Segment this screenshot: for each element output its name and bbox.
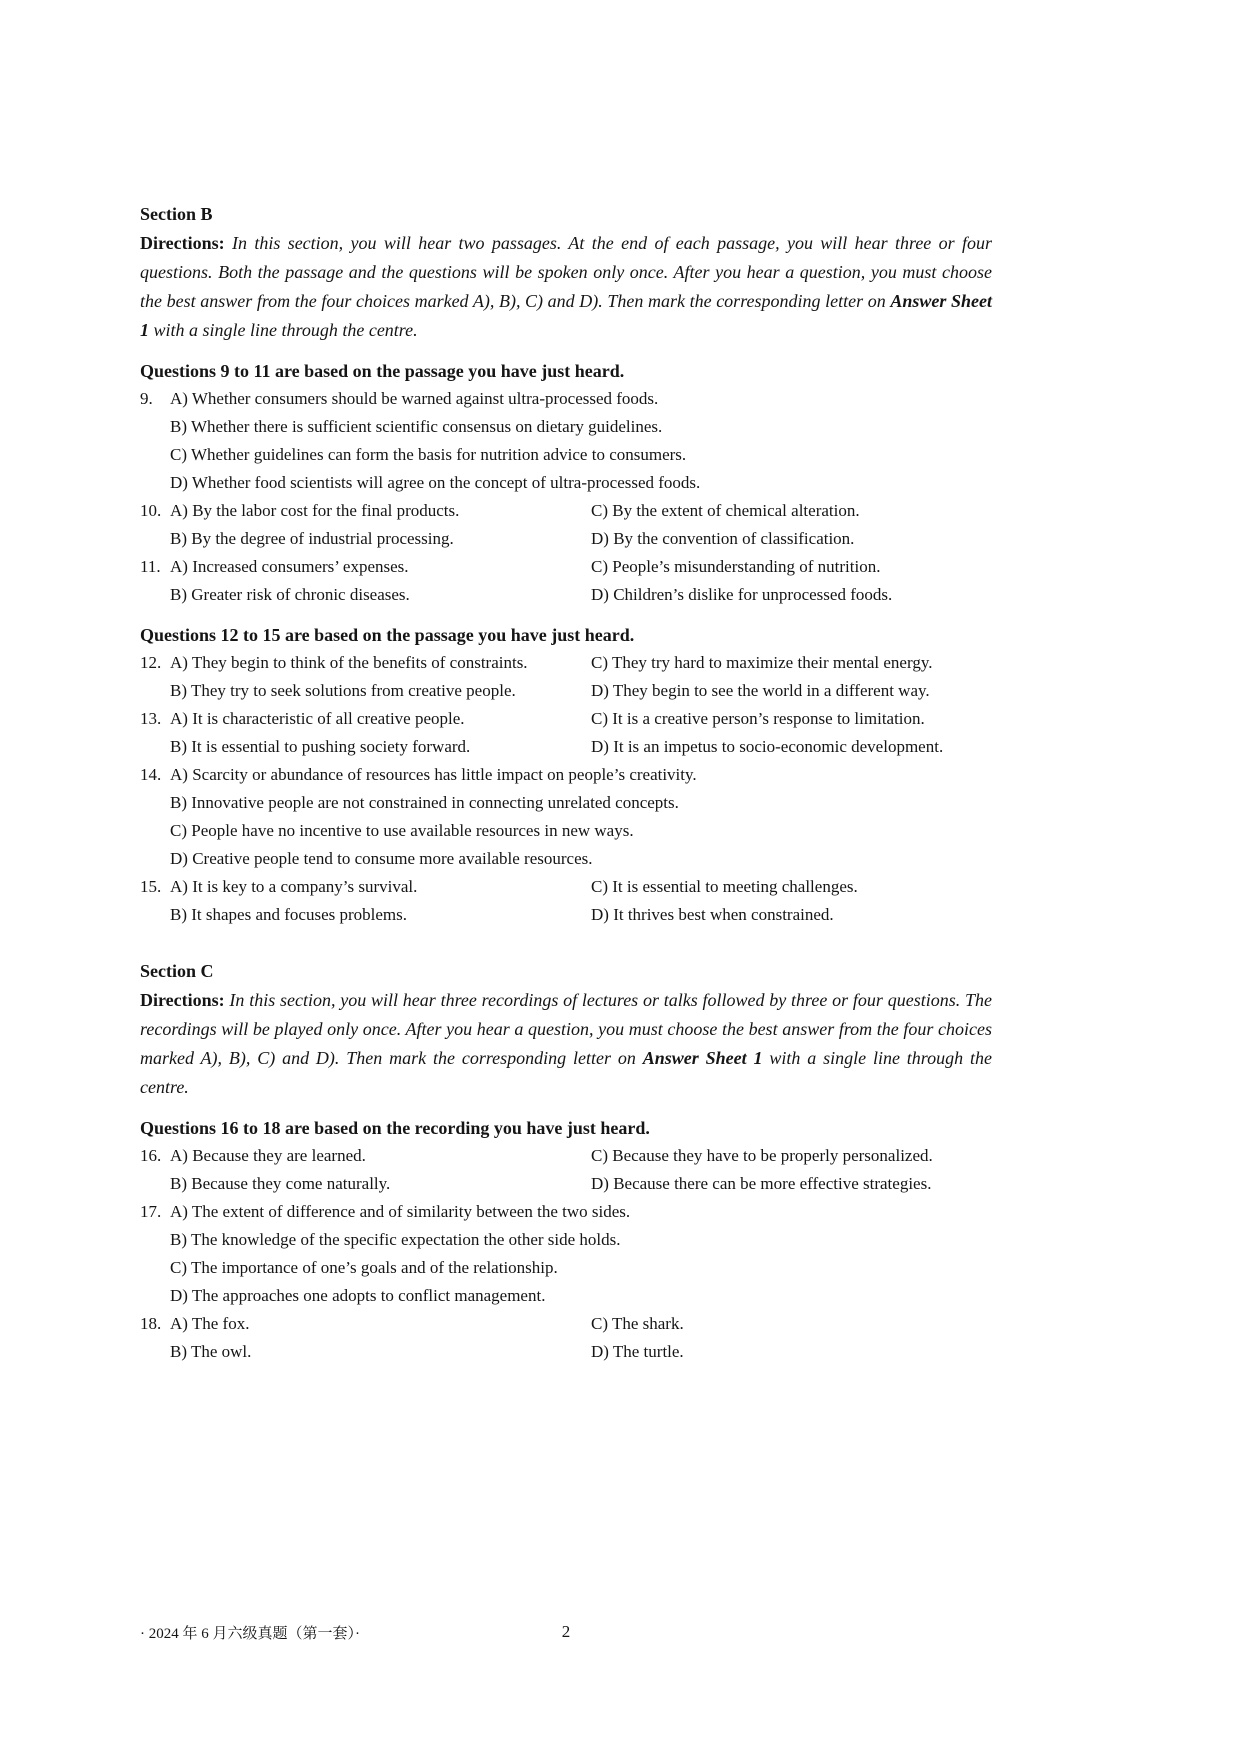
answer-sheet-reference: Answer Sheet 1 — [642, 1048, 763, 1068]
option-c: C) The importance of one’s goals and of the relationship. — [170, 1258, 558, 1277]
question-15 — [140, 873, 992, 929]
question-row — [140, 413, 992, 441]
question-row — [140, 385, 992, 413]
question-row — [140, 1338, 992, 1366]
option-a: A) Increased consumers’ expenses. — [170, 557, 409, 576]
question-row — [140, 649, 992, 677]
option-c: C) People’s misunderstanding of nutrition. — [591, 557, 881, 576]
question-row — [140, 873, 992, 901]
section-c-directions — [140, 986, 992, 1102]
option-b: B) The knowledge of the specific expectation the other side holds. — [170, 1230, 621, 1249]
question-number: 18. — [140, 1314, 162, 1333]
num-spacer — [140, 1170, 170, 1198]
option-c: C) The shark. — [591, 1314, 684, 1333]
question-number: 12. — [140, 653, 162, 672]
num-spacer — [140, 413, 170, 441]
question-row — [140, 789, 992, 817]
num-spacer — [140, 733, 170, 761]
option-d: D) Whether food scientists will agree on the concept of ultra-processed foods. — [170, 473, 701, 492]
option-d: D) The turtle. — [591, 1342, 684, 1361]
section-b-title: Section B — [140, 204, 213, 224]
question-number: 14. — [140, 765, 162, 784]
option-d: D) The approaches one adopts to conflict management. — [170, 1286, 546, 1305]
option-c: C) It is essential to meeting challenges. — [591, 877, 858, 896]
num-spacer — [140, 901, 170, 929]
option-a: A) Scarcity or abundance of resources has little impact on people’s creativity. — [170, 765, 697, 784]
option-d: D) They begin to see the world in a different way. — [591, 681, 930, 700]
num-spacer — [140, 1338, 170, 1366]
question-row — [140, 817, 992, 845]
option-d: D) By the convention of classification. — [591, 529, 855, 548]
option-c: C) Because they have to be properly personalized. — [591, 1146, 933, 1165]
option-a: A) The fox. — [170, 1314, 250, 1333]
directions-text-end: with a single line through the centre. — [140, 1048, 992, 1097]
question-10 — [140, 497, 992, 553]
question-row — [140, 677, 992, 705]
option-d: D) Because there can be more effective strategies. — [591, 1174, 932, 1193]
option-c: C) They try hard to maximize their mental energy. — [591, 653, 933, 672]
question-row — [140, 525, 992, 553]
option-c: C) Whether guidelines can form the basis for nutrition advice to consumers. — [170, 445, 687, 464]
question-number: 10. — [140, 501, 162, 520]
directions-label: Directions: — [140, 233, 225, 253]
question-row — [140, 469, 992, 497]
question-number: 11. — [140, 557, 161, 576]
num-spacer — [140, 789, 170, 817]
question-14 — [140, 761, 992, 873]
question-row — [140, 1226, 992, 1254]
question-12 — [140, 649, 992, 705]
option-c: C) It is a creative person’s response to limitation. — [591, 709, 925, 728]
question-row — [140, 1282, 992, 1310]
option-a: A) Whether consumers should be warned against ultra-processed foods. — [170, 389, 659, 408]
num-spacer — [140, 525, 170, 553]
option-b: B) Whether there is sufficient scientific consensus on dietary guidelines. — [170, 417, 663, 436]
option-b: B) It is essential to pushing society forward. — [170, 737, 471, 756]
question-number: 17. — [140, 1202, 162, 1221]
question-number: 9. — [140, 389, 153, 408]
section-b-directions — [140, 229, 992, 345]
option-a: A) They begin to think of the benefits of constraints. — [170, 653, 528, 672]
option-b: B) It shapes and focuses problems. — [170, 905, 408, 924]
option-a: A) It is characteristic of all creative people. — [170, 709, 465, 728]
question-row — [140, 581, 992, 609]
num-spacer — [140, 1226, 170, 1254]
answer-sheet-reference: Answer Sheet 1 — [140, 291, 992, 340]
page-footer — [140, 1622, 992, 1646]
footer-exam-label: · 2024 年 6 月六级真题（第一套）· — [140, 1626, 360, 1642]
option-b: B) They try to seek solutions from creative people. — [170, 681, 516, 700]
questions-12-15-heading: Questions 12 to 15 are based on the passage you have just heard. — [140, 625, 635, 645]
option-b: B) Greater risk of chronic diseases. — [170, 585, 410, 604]
question-row — [140, 1198, 992, 1226]
question-16 — [140, 1142, 992, 1198]
num-spacer — [140, 845, 170, 873]
page-number: 2 — [561, 1622, 571, 1641]
questions-9-11-heading: Questions 9 to 11 are based on the passage you have just heard. — [140, 361, 625, 381]
num-spacer — [140, 581, 170, 609]
num-spacer — [140, 441, 170, 469]
option-d: D) It is an impetus to socio-economic development. — [591, 737, 944, 756]
question-row — [140, 1142, 992, 1170]
question-17 — [140, 1198, 992, 1310]
question-18 — [140, 1310, 992, 1366]
option-b: B) Because they come naturally. — [170, 1174, 391, 1193]
directions-text-end: with a single line through the centre. — [149, 320, 418, 340]
option-c: C) People have no incentive to use available resources in new ways. — [170, 821, 634, 840]
option-b: B) By the degree of industrial processing. — [170, 529, 454, 548]
section-c-title: Section C — [140, 961, 214, 981]
question-number: 16. — [140, 1146, 162, 1165]
question-row — [140, 441, 992, 469]
question-13 — [140, 705, 992, 761]
question-11 — [140, 553, 992, 609]
num-spacer — [140, 1254, 170, 1282]
question-row — [140, 761, 992, 789]
question-row — [140, 1310, 992, 1338]
option-b: B) Innovative people are not constrained in connecting unrelated concepts. — [170, 793, 679, 812]
directions-label: Directions: — [140, 990, 225, 1010]
exam-page-content — [140, 200, 992, 1366]
question-9 — [140, 385, 992, 497]
question-row — [140, 901, 992, 929]
question-row — [140, 705, 992, 733]
option-a: A) It is key to a company’s survival. — [170, 877, 418, 896]
question-row — [140, 1254, 992, 1282]
option-d: D) Children’s dislike for unprocessed foods. — [591, 585, 893, 604]
option-c: C) By the extent of chemical alteration. — [591, 501, 860, 520]
question-row — [140, 845, 992, 873]
question-number: 15. — [140, 877, 162, 896]
question-row — [140, 553, 992, 581]
question-row — [140, 733, 992, 761]
option-b: B) The owl. — [170, 1342, 252, 1361]
question-row — [140, 497, 992, 525]
option-a: A) Because they are learned. — [170, 1146, 366, 1165]
option-d: D) Creative people tend to consume more available resources. — [170, 849, 593, 868]
num-spacer — [140, 1282, 170, 1310]
option-d: D) It thrives best when constrained. — [591, 905, 834, 924]
option-a: A) By the labor cost for the final products. — [170, 501, 460, 520]
num-spacer — [140, 677, 170, 705]
num-spacer — [140, 469, 170, 497]
questions-16-18-heading: Questions 16 to 18 are based on the recording you have just heard. — [140, 1118, 650, 1138]
option-a: A) The extent of difference and of similarity between the two sides. — [170, 1202, 631, 1221]
num-spacer — [140, 817, 170, 845]
question-number: 13. — [140, 709, 162, 728]
directions-text: In this section, you will hear two passages. At the end of each passage, you will hear three or four questions. Both the passage and the questions will be spoken only once. After you hear a question, you must choose the best answer from the four choices marked A), B), C) and D). Then mark the corresponding letter on — [140, 233, 992, 311]
directions-text: In this section, you will hear three recordings of lectures or talks followed by three or four questions. The recordings will be played only once. After you hear a question, you must choose the best answer from the four choices marked A), B), C) and D). Then mark the corresponding letter on — [140, 990, 992, 1068]
question-row — [140, 1170, 992, 1198]
